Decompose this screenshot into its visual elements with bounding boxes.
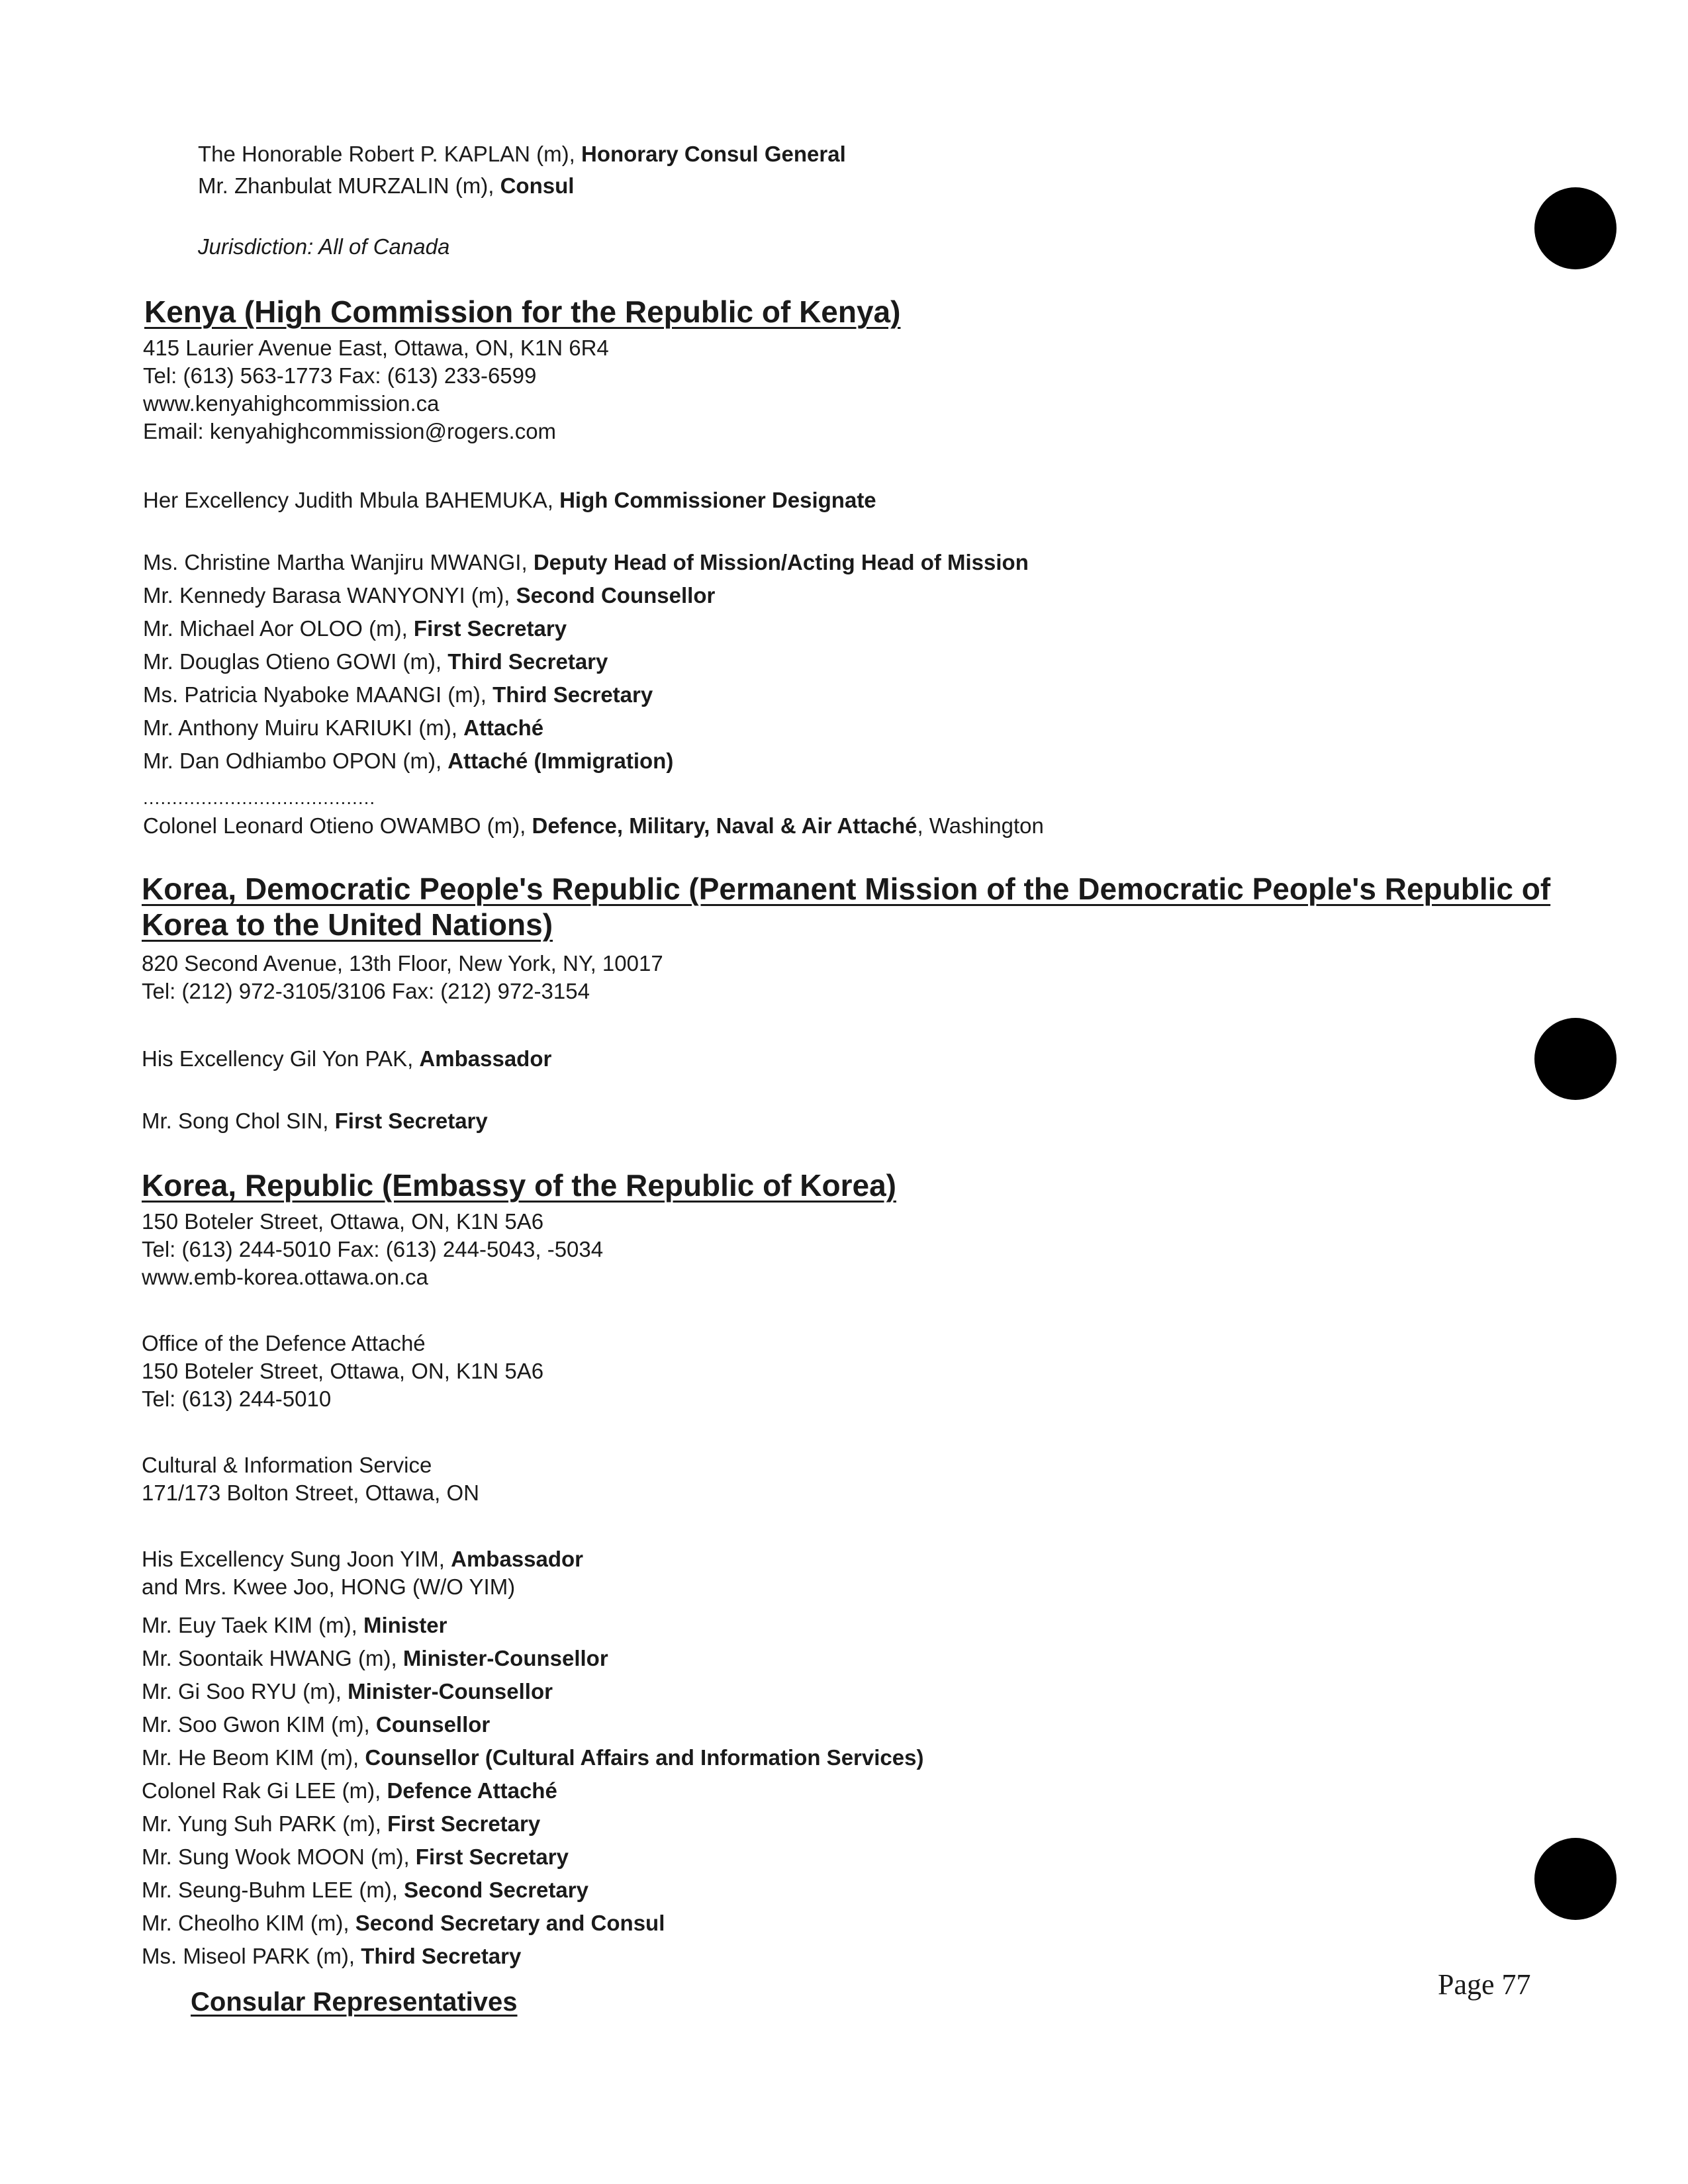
korea-rep-staff-1: Mr. Euy Taek KIM (m), Minister (142, 1613, 447, 1637)
korea-rep-staff-2: Mr. Soontaik HWANG (m), Minister-Counsellor (142, 1646, 608, 1670)
korea-rep-defence-office-address: 150 Boteler Street, Ottawa, ON, K1N 5A6 (142, 1359, 544, 1383)
kenya-staff-2: Mr. Kennedy Barasa WANYONYI (m), Second Counsellor (143, 583, 716, 608)
page-number: Page 77 (1438, 1968, 1531, 2001)
korea-rep-staff-11: Ms. Miseol PARK (m), Third Secretary (142, 1944, 522, 1968)
binder-hole-top (1534, 187, 1617, 269)
kenya-website: www.kenyahighcommission.ca (143, 391, 440, 416)
kenya-phone-line: Tel: (613) 563-1773 Fax: (613) 233-6599 (143, 363, 537, 388)
korea-rep-phone-line: Tel: (613) 244-5010 Fax: (613) 244-5043, -5034 (142, 1237, 604, 1261)
kazakhstan-jurisdiction: Jurisdiction: All of Canada (198, 234, 450, 259)
kenya-head-of-mission: Her Excellency Judith Mbula BAHEMUKA, High Commissioner Designate (143, 488, 876, 512)
korea-rep-staff-3: Mr. Gi Soo RYU (m), Minister-Counsellor (142, 1679, 553, 1704)
kenya-staff-1: Ms. Christine Martha Wanjiru MWANGI, Deputy Head of Mission/Acting Head of Mission (143, 550, 1029, 574)
korea-rep-staff-9: Mr. Seung-Buhm LEE (m), Second Secretary (142, 1878, 588, 1902)
korea-rep-staff-6: Colonel Rak Gi LEE (m), Defence Attaché (142, 1778, 557, 1803)
korea-dpr-heading-line1: Korea, Democratic People's Republic (Permanent Mission of the Democratic People's Republic of (142, 872, 1551, 906)
korea-dpr-heading-line2: Korea to the United Nations) (142, 907, 553, 942)
kenya-staff-7: Mr. Dan Odhiambo OPON (m), Attaché (Immigration) (143, 749, 674, 773)
korea-rep-staff-8: Mr. Sung Wook MOON (m), First Secretary (142, 1844, 569, 1869)
kenya-defence-attache: Colonel Leonard Otieno OWAMBO (m), Defence, Military, Naval & Air Attaché, Washington (143, 813, 1044, 838)
korea-dpr-phone-line: Tel: (212) 972-3105/3106 Fax: (212) 972-3154 (142, 979, 590, 1003)
korea-dpr-head-of-mission: His Excellency Gil Yon PAK, Ambassador (142, 1046, 552, 1071)
kazakhstan-entry-1: The Honorable Robert P. KAPLAN (m), Honorary Consul General (198, 142, 846, 166)
korea-dpr-address-line: 820 Second Avenue, 13th Floor, New York, NY, 10017 (142, 951, 663, 976)
korea-rep-website: www.emb-korea.ottawa.on.ca (142, 1265, 428, 1289)
korea-dpr-staff-1: Mr. Song Chol SIN, First Secretary (142, 1109, 488, 1133)
kenya-staff-6: Mr. Anthony Muiru KARIUKI (m), Attaché (143, 715, 544, 740)
korea-rep-consular-heading: Consular Representatives (191, 1987, 518, 2017)
kenya-address-line: 415 Laurier Avenue East, Ottawa, ON, K1N 6R4 (143, 336, 609, 360)
kenya-heading: Kenya (High Commission for the Republic of Kenya) (144, 295, 901, 329)
korea-rep-head-of-mission: His Excellency Sung Joon YIM, Ambassador (142, 1547, 584, 1571)
korea-rep-staff-4: Mr. Soo Gwon KIM (m), Counsellor (142, 1712, 491, 1737)
binder-hole-bottom (1534, 1838, 1617, 1920)
kenya-staff-4: Mr. Douglas Otieno GOWI (m), Third Secretary (143, 649, 608, 674)
korea-rep-staff-10: Mr. Cheolho KIM (m), Second Secretary and Consul (142, 1911, 665, 1935)
korea-rep-cultural-title: Cultural & Information Service (142, 1453, 432, 1477)
kenya-staff-3: Mr. Michael Aor OLOO (m), First Secretary (143, 616, 567, 641)
korea-rep-address-line: 150 Boteler Street, Ottawa, ON, K1N 5A6 (142, 1209, 544, 1234)
korea-rep-defence-office-phone: Tel: (613) 244-5010 (142, 1387, 332, 1411)
korea-rep-cultural-address: 171/173 Bolton Street, Ottawa, ON (142, 1480, 479, 1505)
kenya-separator: ........................................ (143, 788, 376, 808)
korea-rep-heading: Korea, Republic (Embassy of the Republic of Korea) (142, 1168, 896, 1203)
korea-rep-staff-7: Mr. Yung Suh PARK (m), First Secretary (142, 1811, 541, 1836)
korea-rep-spouse: and Mrs. Kwee Joo, HONG (W/O YIM) (142, 1574, 516, 1599)
kazakhstan-entry-2: Mr. Zhanbulat MURZALIN (m), Consul (198, 173, 575, 198)
kenya-staff-5: Ms. Patricia Nyaboke MAANGI (m), Third Secretary (143, 682, 653, 707)
korea-rep-staff-5: Mr. He Beom KIM (m), Counsellor (Cultural Affairs and Information Services) (142, 1745, 924, 1770)
binder-hole-middle (1534, 1018, 1617, 1100)
korea-rep-defence-office-title: Office of the Defence Attaché (142, 1331, 426, 1355)
kenya-email: Email: kenyahighcommission@rogers.com (143, 419, 557, 443)
